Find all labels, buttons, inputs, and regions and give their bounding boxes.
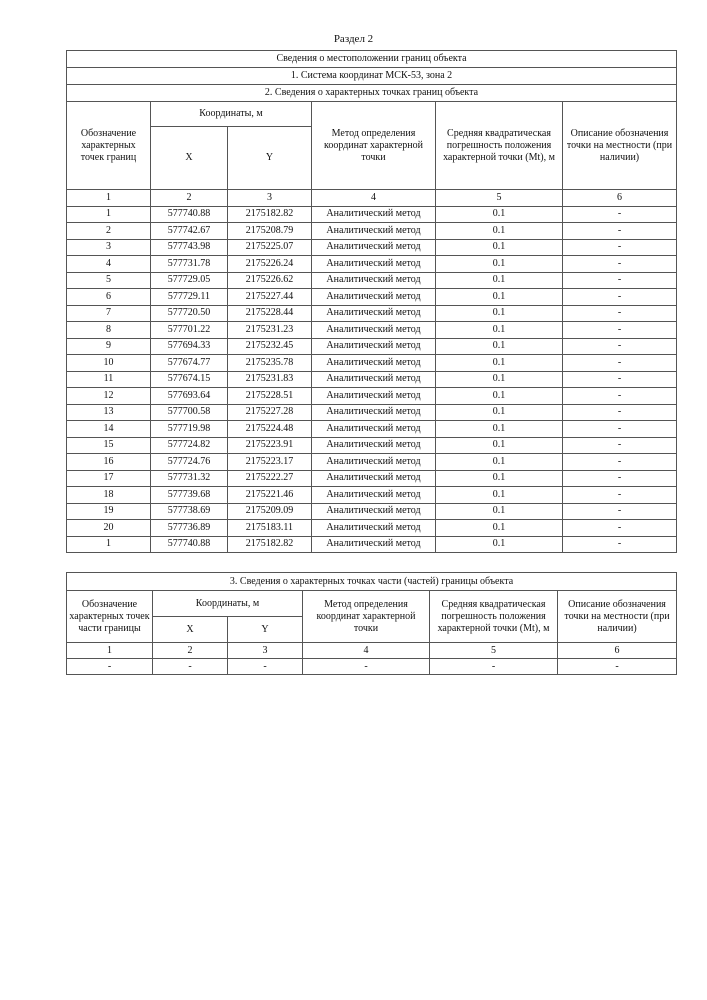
table-title: Сведения о местоположении границ объекта [67, 51, 677, 68]
cell-error: 0.1 [436, 206, 563, 223]
col-number: 4 [312, 190, 436, 207]
cell-error: 0.1 [436, 223, 563, 240]
cell-description: - [563, 322, 677, 339]
cell-x: 577700.58 [151, 404, 228, 421]
cell-error: 0.1 [436, 371, 563, 388]
cell-point: 6 [67, 289, 151, 306]
cell-x: 577736.89 [151, 520, 228, 537]
table-row [67, 305, 677, 322]
table-row [67, 470, 677, 487]
header-coords: Координаты, м [153, 591, 303, 617]
cell-error: 0.1 [436, 338, 563, 355]
table-row [67, 322, 677, 339]
cell-method: Аналитический метод [312, 355, 436, 372]
cell-y: 2175231.83 [228, 371, 312, 388]
cell-point: 16 [67, 454, 151, 471]
cell-x: 577740.88 [151, 536, 228, 553]
cell-error: 0.1 [436, 503, 563, 520]
col-number: 2 [151, 190, 228, 207]
cell-x: - [153, 659, 228, 675]
cell-description: - [563, 503, 677, 520]
cell-point: 9 [67, 338, 151, 355]
cell-error: 0.1 [436, 437, 563, 454]
section-title: Раздел 2 [333, 33, 374, 45]
cell-description: - [563, 536, 677, 553]
cell-description: - [563, 454, 677, 471]
cell-y: 2175232.45 [228, 338, 312, 355]
column-numbers-row [67, 190, 677, 207]
cell-y: 2175228.44 [228, 305, 312, 322]
cell-description: - [558, 659, 677, 675]
cell-x: 577729.05 [151, 272, 228, 289]
cell-point: 15 [67, 437, 151, 454]
cell-description: - [563, 388, 677, 405]
cell-y: - [228, 659, 303, 675]
cell-method: Аналитический метод [312, 404, 436, 421]
cell-x: 577738.69 [151, 503, 228, 520]
cell-x: 577694.33 [151, 338, 228, 355]
header-method: Метод определения координат характерной точки [303, 591, 430, 643]
cell-error: 0.1 [436, 355, 563, 372]
col-number: 3 [228, 643, 303, 659]
cell-method: Аналитический метод [312, 520, 436, 537]
cell-y: 2175227.44 [228, 289, 312, 306]
cell-method: Аналитический метод [312, 289, 436, 306]
table-row [67, 437, 677, 454]
cell-description: - [563, 437, 677, 454]
cell-point: 12 [67, 388, 151, 405]
header-coords: Координаты, м [151, 102, 312, 127]
cell-error: 0.1 [436, 404, 563, 421]
col-number: 1 [67, 643, 153, 659]
cell-error: 0.1 [436, 322, 563, 339]
cell-method: Аналитический метод [312, 388, 436, 405]
cell-y: 2175227.28 [228, 404, 312, 421]
column-numbers-row [67, 643, 677, 659]
header-y: Y [228, 617, 303, 643]
cell-point: 2 [67, 223, 151, 240]
header-x: X [153, 617, 228, 643]
col-number: 4 [303, 643, 430, 659]
cell-x: 577731.78 [151, 256, 228, 273]
cell-y: 2175224.48 [228, 421, 312, 438]
cell-point: 5 [67, 272, 151, 289]
cell-y: 2175183.11 [228, 520, 312, 537]
cell-y: 2175231.23 [228, 322, 312, 339]
table-row [67, 239, 677, 256]
table-row [67, 338, 677, 355]
cell-point: 18 [67, 487, 151, 504]
cell-x: 577743.98 [151, 239, 228, 256]
cell-y: 2175182.82 [228, 536, 312, 553]
cell-method: Аналитический метод [312, 338, 436, 355]
header-method: Метод определения координат характерной точки [312, 102, 436, 190]
cell-x: 577674.77 [151, 355, 228, 372]
table-row [67, 223, 677, 240]
cell-description: - [563, 421, 677, 438]
cell-x: 577693.64 [151, 388, 228, 405]
cell-point: 1 [67, 536, 151, 553]
cell-method: Аналитический метод [312, 487, 436, 504]
header-error: Средняя квадратическая погрешность положения характерной точки (Mt), м [430, 591, 558, 643]
cell-error: 0.1 [436, 239, 563, 256]
cell-y: 2175209.09 [228, 503, 312, 520]
cell-x: 577740.88 [151, 206, 228, 223]
cell-point: 20 [67, 520, 151, 537]
cell-error: 0.1 [436, 305, 563, 322]
cell-description: - [563, 355, 677, 372]
cell-method: Аналитический метод [312, 322, 436, 339]
cell-description: - [563, 338, 677, 355]
cell-y: 2175208.79 [228, 223, 312, 240]
cell-y: 2175223.91 [228, 437, 312, 454]
cell-error: - [430, 659, 558, 675]
cell-y: 2175225.07 [228, 239, 312, 256]
cell-error: 0.1 [436, 388, 563, 405]
cell-description: - [563, 223, 677, 240]
boundary-part-points-table [66, 572, 677, 675]
table-row [67, 520, 677, 537]
cell-method: Аналитический метод [312, 371, 436, 388]
table-row [67, 454, 677, 471]
cell-point: 3 [67, 239, 151, 256]
table-subtitle: 2. Сведения о характерных точках границ объекта [67, 85, 677, 102]
cell-method: Аналитический метод [312, 206, 436, 223]
cell-method: Аналитический метод [312, 454, 436, 471]
cell-method: Аналитический метод [312, 470, 436, 487]
boundary-points-table [66, 50, 677, 553]
cell-y: 2175235.78 [228, 355, 312, 372]
cell-description: - [563, 305, 677, 322]
cell-method: Аналитический метод [312, 305, 436, 322]
cell-point: 8 [67, 322, 151, 339]
cell-error: 0.1 [436, 272, 563, 289]
cell-y: 2175226.62 [228, 272, 312, 289]
cell-error: 0.1 [436, 421, 563, 438]
cell-description: - [563, 371, 677, 388]
table-row [67, 487, 677, 504]
col-number: 6 [563, 190, 677, 207]
table-row [67, 371, 677, 388]
table-row [67, 536, 677, 553]
cell-x: 577742.67 [151, 223, 228, 240]
header-description: Описание обозначения точки на местности (при наличии) [563, 102, 677, 190]
table-row [67, 503, 677, 520]
cell-method: Аналитический метод [312, 437, 436, 454]
cell-method: Аналитический метод [312, 503, 436, 520]
col-number: 6 [558, 643, 677, 659]
table-subtitle: 3. Сведения о характерных точках части (частей) границы объекта [67, 573, 677, 591]
cell-description: - [563, 272, 677, 289]
col-number: 3 [228, 190, 312, 207]
header-point: Обозначение характерных точек части границы [67, 591, 153, 643]
cell-description: - [563, 487, 677, 504]
table-row [67, 355, 677, 372]
table-row [67, 289, 677, 306]
cell-x: 577731.32 [151, 470, 228, 487]
col-number: 5 [436, 190, 563, 207]
header-description: Описание обозначения точки на местности (при наличии) [558, 591, 677, 643]
cell-point: 7 [67, 305, 151, 322]
cell-point: 10 [67, 355, 151, 372]
cell-point: 14 [67, 421, 151, 438]
cell-description: - [563, 206, 677, 223]
cell-description: - [563, 520, 677, 537]
cell-description: - [563, 470, 677, 487]
cell-y: 2175221.46 [228, 487, 312, 504]
table-row [67, 659, 677, 675]
cell-x: 577724.82 [151, 437, 228, 454]
table-row [67, 256, 677, 273]
cell-y: 2175226.24 [228, 256, 312, 273]
cell-method: Аналитический метод [312, 272, 436, 289]
cell-y: 2175222.27 [228, 470, 312, 487]
cell-description: - [563, 239, 677, 256]
header-error: Средняя квадратическая погрешность положения характерной точки (Mt), м [436, 102, 563, 190]
cell-description: - [563, 404, 677, 421]
col-number: 5 [430, 643, 558, 659]
table-row [67, 421, 677, 438]
cell-point: 19 [67, 503, 151, 520]
cell-error: 0.1 [436, 536, 563, 553]
cell-point: 4 [67, 256, 151, 273]
cell-error: 0.1 [436, 454, 563, 471]
table-row [67, 388, 677, 405]
cell-point: 13 [67, 404, 151, 421]
cell-error: 0.1 [436, 520, 563, 537]
cell-y: 2175228.51 [228, 388, 312, 405]
cell-y: 2175223.17 [228, 454, 312, 471]
cell-description: - [563, 256, 677, 273]
table-row [67, 272, 677, 289]
cell-point: - [67, 659, 153, 675]
cell-x: 577719.98 [151, 421, 228, 438]
cell-point: 17 [67, 470, 151, 487]
cell-point: 11 [67, 371, 151, 388]
table-row [67, 206, 677, 223]
cell-x: 577674.15 [151, 371, 228, 388]
cell-x: 577724.76 [151, 454, 228, 471]
cell-x: 577701.22 [151, 322, 228, 339]
cell-method: Аналитический метод [312, 536, 436, 553]
cell-error: 0.1 [436, 470, 563, 487]
cell-method: Аналитический метод [312, 256, 436, 273]
cell-error: 0.1 [436, 487, 563, 504]
cell-method: Аналитический метод [312, 239, 436, 256]
header-point: Обозначение характерных точек границ [67, 102, 151, 190]
cell-method: - [303, 659, 430, 675]
cell-error: 0.1 [436, 256, 563, 273]
cell-x: 577729.11 [151, 289, 228, 306]
header-x: X [151, 127, 228, 190]
header-y: Y [228, 127, 312, 190]
col-number: 1 [67, 190, 151, 207]
cell-x: 577720.50 [151, 305, 228, 322]
coordinate-system: 1. Система координат МСК-53, зона 2 [67, 68, 677, 85]
cell-method: Аналитический метод [312, 421, 436, 438]
cell-x: 577739.68 [151, 487, 228, 504]
table-row [67, 404, 677, 421]
cell-method: Аналитический метод [312, 223, 436, 240]
col-number: 2 [153, 643, 228, 659]
cell-error: 0.1 [436, 289, 563, 306]
cell-description: - [563, 289, 677, 306]
cell-y: 2175182.82 [228, 206, 312, 223]
cell-point: 1 [67, 206, 151, 223]
